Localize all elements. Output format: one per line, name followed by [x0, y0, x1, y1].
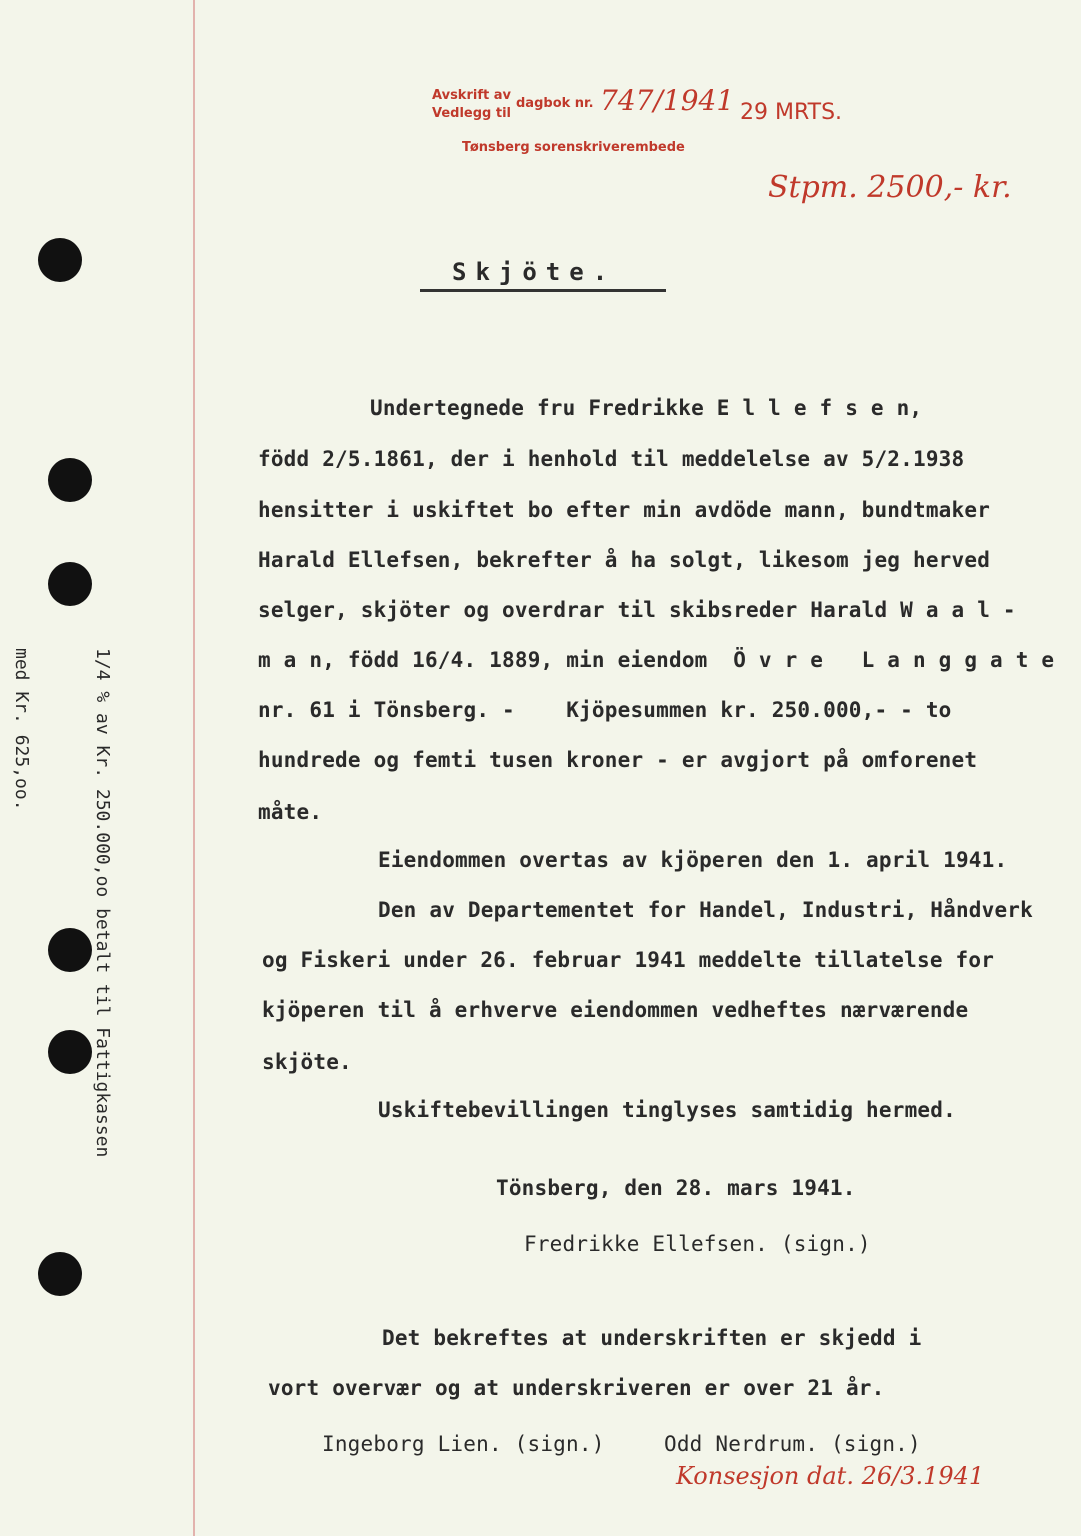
body-line: Undertegnede fru Fredrikke E l l e f s e n, [370, 396, 923, 420]
concession-note: Konsesjon dat. 26/3.1941 [676, 1462, 985, 1490]
fee-note: Stpm. 2500,- kr. [768, 170, 1012, 205]
body-line: Uskiftebevillingen tinglyses samtidig hermed. [378, 1098, 956, 1122]
margin-note-line: med Kr. 625,oo. [11, 648, 32, 811]
body-line: hundrede og femti tusen kroner - er avgjort på omforenet [258, 748, 978, 772]
body-line: og Fiskeri under 26. februar 1941 meddelte tillatelse for [262, 948, 995, 972]
body-line: m a n, född 16/4. 1889, min eiendom Ö v r e L a n g g a t e [258, 648, 1055, 672]
margin-note-line: 1/4 % av Kr. 250.000,oo betalt til Fattigkassen [92, 648, 113, 1158]
punch-hole [48, 458, 92, 502]
body-line: nr. 61 i Tönsberg. - Kjöpesummen kr. 250.000,- - to [258, 698, 952, 722]
stamp-office: Tønsberg sorenskriverembede [462, 140, 685, 155]
margin-payment-note [0, 648, 170, 1157]
body-line: hensitter i uskiftet bo efter min avdöde mann, bundtmaker [258, 498, 991, 522]
body-line: Eiendommen overtas av kjöperen den 1. april 1941. [378, 848, 1008, 872]
stamp-number: 747/1941 [600, 84, 735, 117]
witness-line: vort overvær og at underskriveren er over 21 år. [268, 1376, 885, 1400]
seller-signature: Fredrikke Ellefsen. (sign.) [524, 1232, 871, 1256]
body-line: född 2/5.1861, der i henhold til meddelelse av 5/2.1938 [258, 447, 965, 471]
body-line: måte. [258, 800, 323, 824]
punch-hole [38, 238, 82, 282]
body-line: selger, skjöter og overdrar til skibsreder Harald W a a l - [258, 598, 1016, 622]
body-line: Harald Ellefsen, bekrefter å ha solgt, likesom jeg herved [258, 548, 991, 572]
stamp-date: 29 MRTS. [740, 100, 843, 125]
body-line: skjöte. [262, 1050, 352, 1074]
title-underline [420, 289, 666, 292]
stamp-line-1: Avskrift av [432, 88, 511, 103]
punch-hole [48, 562, 92, 606]
witness-2-signature: Odd Nerdrum. (sign.) [664, 1432, 921, 1456]
witness-line: Det bekreftes at underskriften er skjedd i [382, 1326, 922, 1350]
body-line: kjöperen til å erhverve eiendommen vedheftes nærværende [262, 998, 969, 1022]
document-title: Skjöte. [452, 258, 617, 286]
place-date: Tönsberg, den 28. mars 1941. [496, 1176, 856, 1200]
margin-line [193, 0, 195, 1536]
body-line: Den av Departementet for Handel, Industri, Håndverk [378, 898, 1033, 922]
punch-hole [38, 1252, 82, 1296]
stamp-line-2: Vedlegg til [432, 106, 512, 121]
witness-1-signature: Ingeborg Lien. (sign.) [322, 1432, 605, 1456]
stamp-dagbok: dagbok nr. [516, 96, 594, 111]
